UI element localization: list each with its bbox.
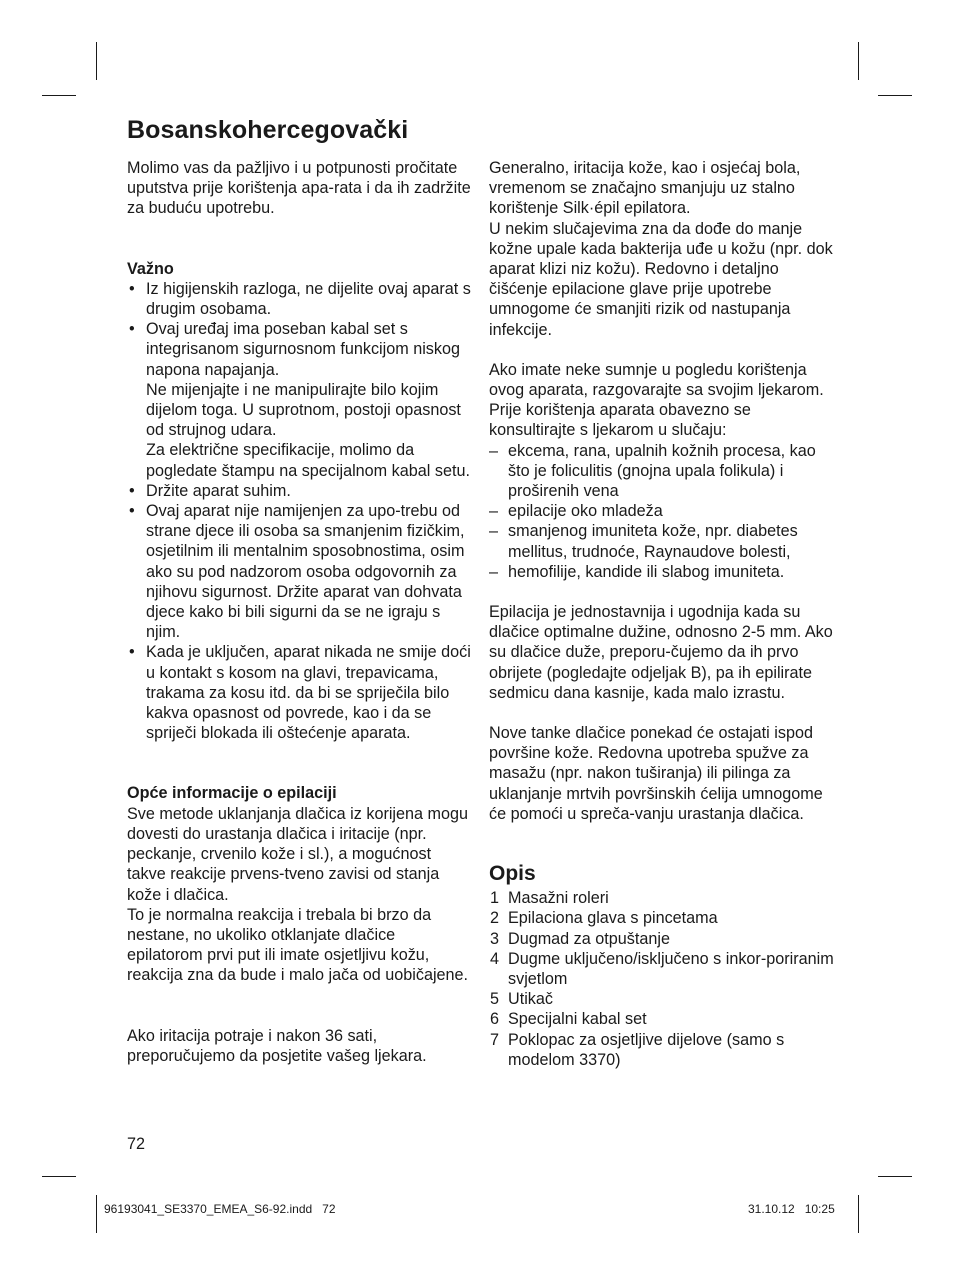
page-title: Bosanskohercegovački — [127, 116, 409, 144]
body-paragraph: Ako imate neke sumnje u pogledu korištenja ovog aparata, razgovarajte sa svojim ljekarom. Prije korištenja aparata obavezno se konsultirajte s ljekarom u slučaju: — [489, 360, 824, 440]
footer-datetime: 31.10.12 10:25 — [748, 1202, 835, 1216]
crop-mark — [42, 95, 76, 96]
body-paragraph: U nekim slučajevima zna da dođe do manje kožne upale kada bakterija uđe u kožu (npr. dok aparat klizi niz kožu). Redovno i detaljno čišćenje epilacione glave prije upotrebe umnogome će smanjiti rizik od nastupanja infekcije. — [489, 219, 833, 339]
crop-mark — [42, 1176, 76, 1177]
list-item: • Ovaj uređaj ima poseban kabal set s integrisanom sigurnosnom funkcijom niskog napona napajanja. Ne mijenjajte i ne manipulirajte bilo kojim dijelom toga. U suprotnom, postoji opasnost od strujnog udara. Za električne specifikacije, molimo da pogledate štampu na specijalnom kabal setu. — [127, 319, 472, 481]
list-item: • Ovaj aparat nije namijenjen za upo-trebu od strane djece ili osoba sa smanjenim fizičkim, osjetilnim ili mentalnim sposobnostima, osim ako su pod nadzorom osoba odgovornih za njihovu sigurnost. Držite aparat van dohvata djece kako bi bili sigurni da se ne igraju s njim. — [127, 501, 472, 642]
general-paragraph: Ako iritacija potraje i nakon 36 sati, preporučujemo da posjetite vašeg ljekara. — [127, 1026, 427, 1065]
list-item: – epilacije oko mladeža — [489, 501, 834, 521]
body-paragraph: Generalno, iritacija kože, kao i osjećaj bola, vremenom se značajno smanjuju uz stalno korištenje Silk·épil epilatora. — [489, 159, 801, 218]
important-list — [127, 279, 472, 744]
list-item: – hemofilije, kandide ili slabog imuniteta. — [489, 562, 834, 582]
crop-mark — [858, 42, 859, 80]
general-paragraph: To je normalna reakcija i trebala bi brzo da nestane, no ukoliko otklanjate dlačice epilatorom prvi put ili imate osjetljivu kožu, reakcija zna da bude i malo jača od uobičajene. — [127, 905, 469, 985]
list-item: – ekcema, rana, upalnih kožnih procesa, kao što je foliculitis (gnojna upala folikula) i proširenih vena — [489, 441, 834, 502]
list-item: 6 Specijalni kabal set — [490, 1010, 647, 1029]
list-item: 1 Masažni roleri — [490, 889, 609, 908]
list-item: • Kada je uključen, aparat nikada ne smije doći u kontakt s kosom na glavi, trepavicama, trakama za kosu itd. da bi se spriječila bilo kakva opasnost od povrede, kao i da se spriječi blokada ili oštećenje aparata. — [127, 642, 472, 743]
general-paragraph: Sve metode uklanjanja dlačica iz korijena mogu dovesti do urastanja dlačica i iritacije (npr. peckanje, crvenilo kože i sl.), a mogućnost takve reakcije prvens-tveno zavisi od stanja kože i dlačica. — [127, 804, 469, 904]
list-item: 4 Dugme uključeno/isključeno s inkor-poriranim svjetlom — [490, 949, 834, 988]
list-item: • Držite aparat suhim. — [127, 481, 472, 501]
intro-paragraph: Molimo vas da pažljivo i u potpunosti pročitate uputstva prije korištenja apa-rata i da ih zadržite za buduću upotrebu. — [127, 159, 471, 218]
description-list — [489, 888, 834, 1070]
important-heading: Važno — [127, 259, 174, 278]
left-column — [127, 158, 472, 1066]
crop-mark — [878, 1176, 912, 1177]
crop-mark — [858, 1195, 859, 1233]
list-item: 7 Poklopac za osjetljive dijelove (samo s modelom 3370) — [490, 1030, 785, 1069]
page-number: 72 — [127, 1135, 146, 1153]
list-item: 2 Epilaciona glava s pincetama — [490, 909, 718, 928]
crop-mark — [96, 42, 97, 80]
conditions-list — [489, 441, 834, 582]
body-paragraph: Nove tanke dlačice ponekad će ostajati ispod površine kože. Redovna upotreba spužve za masažu (npr. nakon tuširanja) ili pilinga za uklanjanje mrtvih površinskih ćelija umnogome će pomoći u spreča-vanju urastanja dlačica. — [489, 724, 823, 823]
general-info-heading: Opće informacije o epilaciji — [127, 784, 337, 803]
crop-mark — [96, 1195, 97, 1233]
footer-filename: 96193041_SE3370_EMEA_S6-92.indd 72 — [104, 1202, 336, 1216]
list-item: • Iz higijenskih razloga, ne dijelite ovaj aparat s drugim osobama. — [127, 279, 472, 319]
description-heading: Opis — [489, 862, 536, 886]
right-column — [489, 158, 834, 1070]
crop-mark — [878, 95, 912, 96]
body-paragraph: Epilacija je jednostavnija i ugodnija kada su dlačice optimalne dužine, odnosno 2-5 mm. Ako su dlačice duže, preporu-čujemo da ih prvo obrijete (pogledajte odjeljak B), pa ih epilirate sedmicu dana kasnije, kada malo izrastu. — [489, 603, 833, 702]
list-item: – smanjenog imuniteta kože, npr. diabetes mellitus, trudnoće, Raynaudove bolesti, — [489, 521, 834, 561]
list-item: 3 Dugmad za otpuštanje — [490, 929, 670, 948]
list-item: 5 Utikač — [490, 990, 553, 1009]
